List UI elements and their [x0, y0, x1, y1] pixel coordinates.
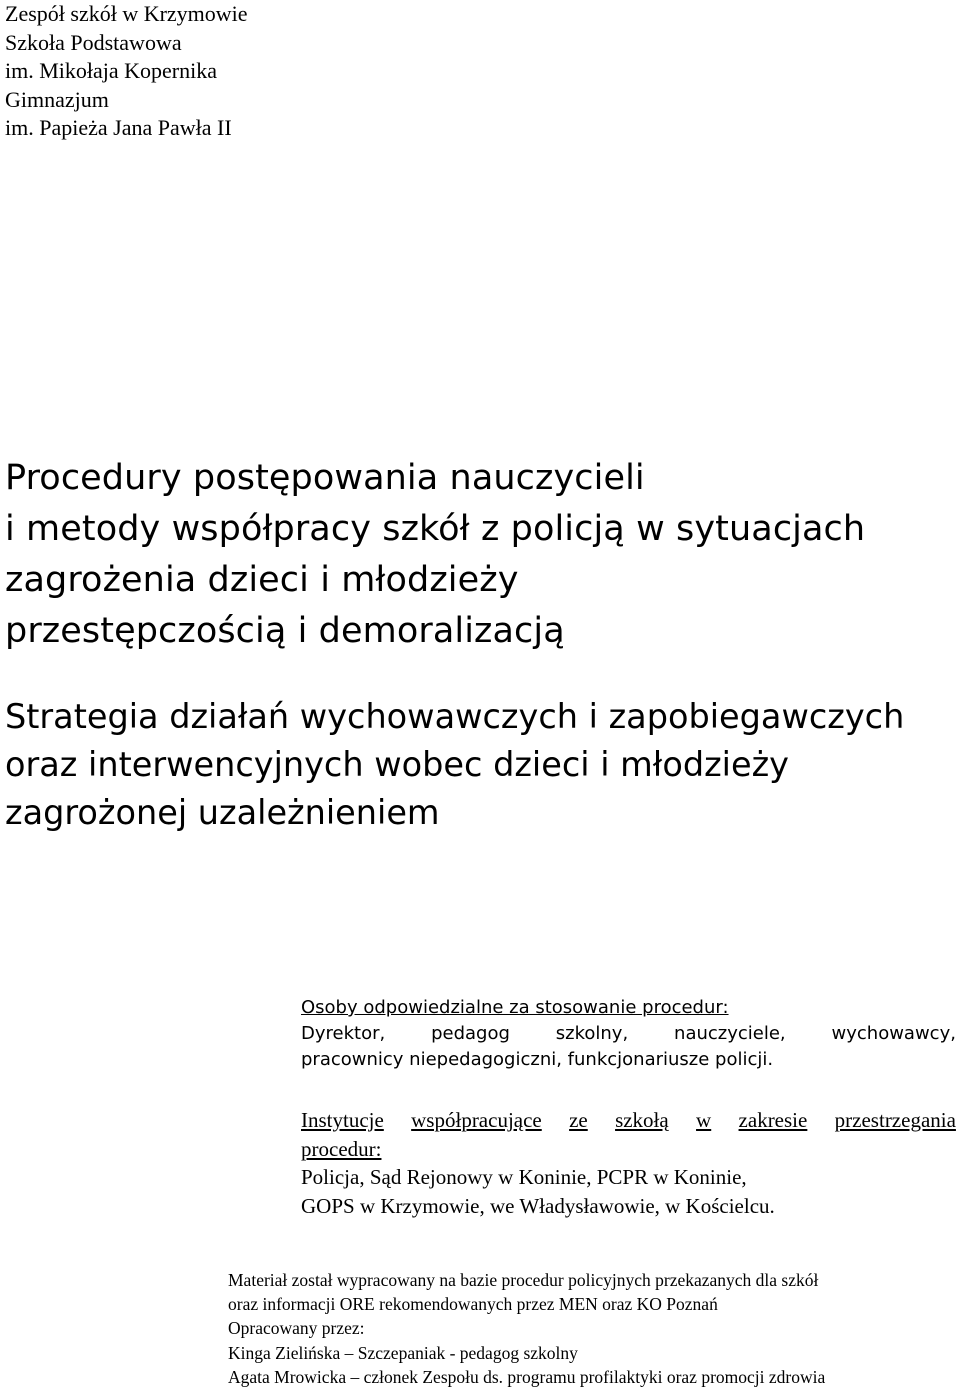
word: szkołą: [615, 1108, 669, 1132]
responsible-persons: [301, 995, 956, 1073]
institutions-label-line2: procedur:: [301, 1136, 382, 1161]
institutions-label-line1: [301, 1106, 956, 1135]
footer-line: oraz informacji ORE rekomendowanych przez MEN oraz KO Poznań: [228, 1294, 718, 1315]
footer-line: Agata Mrowicka – członek Zespołu ds. programu profilaktyki oraz promocji zdrowia: [228, 1366, 826, 1387]
word: ze: [569, 1108, 588, 1132]
strategy-subtitle: [5, 693, 904, 837]
institutions-line: GOPS w Krzymowie, we Władysławowie, w Kościelcu.: [301, 1193, 775, 1218]
school-primary-patron: im. Mikołaja Kopernika: [5, 58, 218, 83]
document-title: [5, 453, 865, 657]
responsible-line2: pracownicy niepedagogiczni, funkcjonariusze policji.: [301, 1049, 774, 1070]
school-gymnasium: Gimnazjum: [5, 86, 109, 112]
word: szkolny,: [555, 1023, 629, 1044]
title-line: Procedury postępowania nauczycieli: [5, 458, 645, 498]
school-name: Zespół szkół w Krzymowie: [5, 1, 248, 26]
word: Dyrektor,: [301, 1023, 386, 1044]
strategy-line: oraz interwencyjnych wobec dzieci i młodzieży: [5, 745, 789, 784]
strategy-line: zagrożonej uzależnieniem: [5, 793, 440, 832]
word: zakresie: [738, 1108, 808, 1132]
title-line: przestępczością i demoralizacją: [5, 611, 565, 651]
word: współpracujące: [411, 1108, 542, 1132]
institutions-line: Policja, Sąd Rejonowy w Koninie, PCPR w Koninie,: [301, 1165, 747, 1189]
footer-line: Materiał został wypracowany na bazie procedur policyjnych przekazanych dla szkół: [228, 1270, 819, 1290]
responsible-line1: [301, 1021, 956, 1047]
word: wychowawcy,: [831, 1023, 956, 1044]
footer-line: Opracowany przez:: [228, 1318, 365, 1339]
title-line: i metody współpracy szkół z policją w sytuacjach: [5, 509, 866, 549]
school-gymnasium-patron: im. Papieża Jana Pawła II: [5, 115, 232, 140]
cooperating-institutions: [301, 1106, 956, 1220]
document-footer: [228, 1268, 825, 1389]
word: w: [696, 1108, 712, 1132]
school-primary: Szkoła Podstawowa: [5, 29, 182, 55]
strategy-line: Strategia działań wychowawczych i zapobiegawczych: [5, 697, 905, 736]
responsible-label: Osoby odpowiedzialne za stosowanie procedur:: [301, 997, 729, 1018]
word: Instytucje: [301, 1108, 384, 1132]
word: przestrzegania: [834, 1108, 956, 1132]
word: nauczyciele,: [674, 1023, 786, 1044]
footer-line: Kinga Zielińska – Szczepaniak - pedagog szkolny: [228, 1342, 578, 1363]
title-line: zagrożenia dzieci i młodzieży: [5, 560, 519, 600]
school-header: [5, 0, 248, 143]
word: pedagog: [431, 1023, 510, 1044]
